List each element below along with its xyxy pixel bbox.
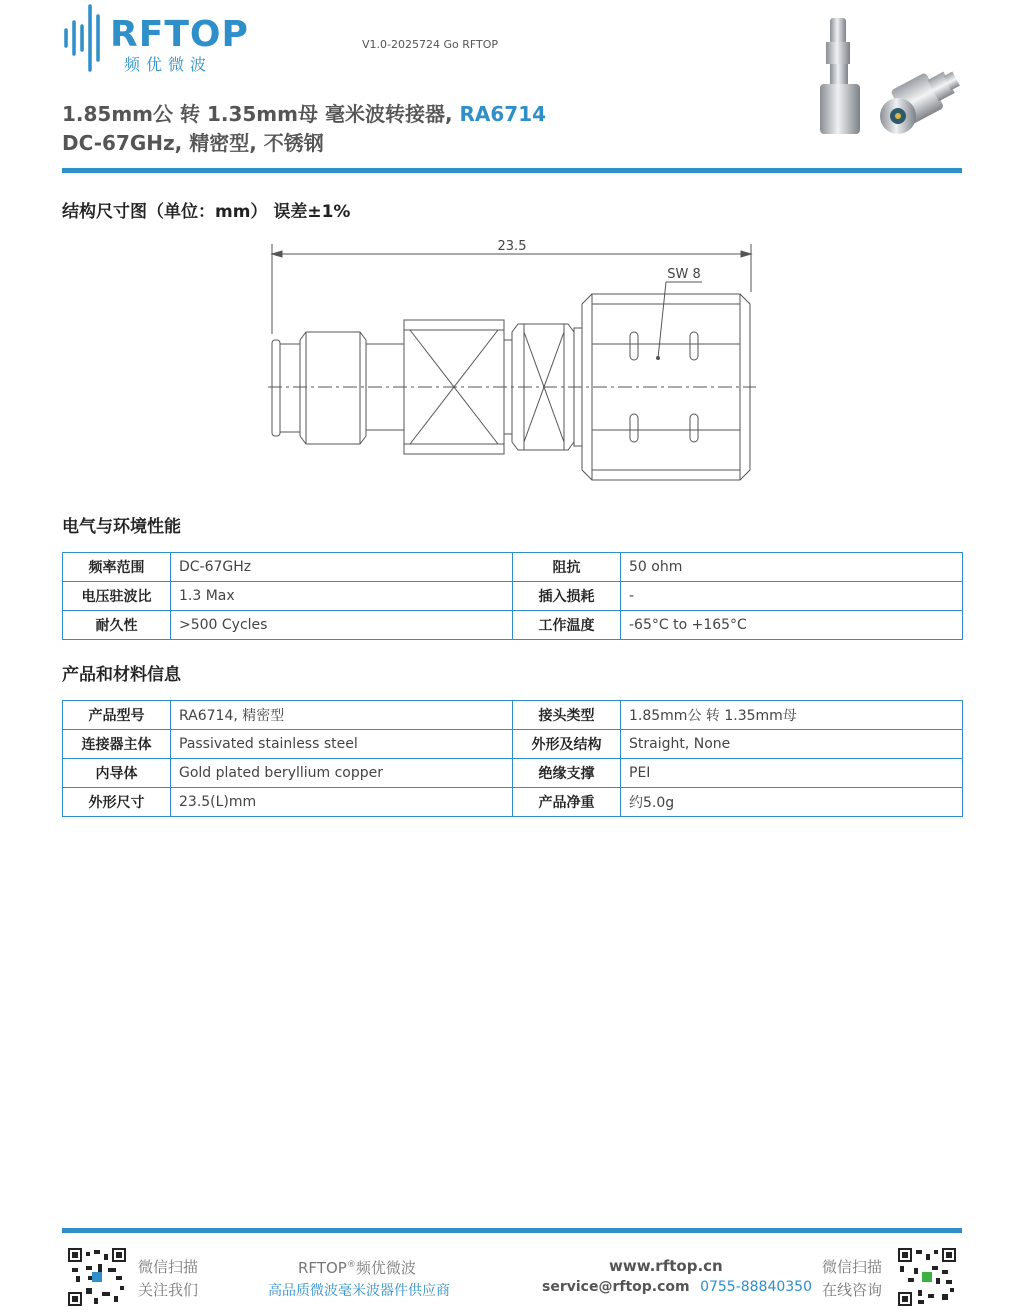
spec-label: 耐久性 [63, 611, 171, 640]
table-row [63, 759, 963, 788]
logo-subtitle: 频优微波 [124, 55, 213, 74]
spec-label: 产品净重 [513, 788, 621, 817]
product-photo [812, 12, 964, 140]
spec-label: 阻抗 [513, 553, 621, 582]
table-row [63, 730, 963, 759]
spec-label: 电压驻波比 [63, 582, 171, 611]
footer-follow-us: 关注我们 [138, 1281, 199, 1299]
table-row [63, 582, 963, 611]
material-heading: 产品和材料信息 [62, 665, 181, 685]
spec-value: 1.3 Max [171, 582, 513, 611]
spec-value: 约5.0g [621, 788, 963, 817]
spec-label: 外形及结构 [513, 730, 621, 759]
dimension-drawing [262, 232, 762, 488]
model-number: RA6714 [459, 102, 547, 126]
footer-wechat-scan-2: 微信扫描 [822, 1258, 883, 1276]
spec-label: 接头类型 [513, 701, 621, 730]
footer-wechat-scan-1: 微信扫描 [138, 1258, 199, 1276]
footer-divider [62, 1228, 962, 1233]
spec-value: Passivated stainless steel [171, 730, 513, 759]
spec-label: 绝缘支撑 [513, 759, 621, 788]
spec-label: 内导体 [63, 759, 171, 788]
wechat-consult-qr[interactable] [898, 1248, 956, 1306]
length-dimension-label: 23.5 [497, 239, 527, 254]
spec-value: 1.85mm公 转 1.35mm母 [621, 701, 963, 730]
spec-value: Gold plated beryllium copper [171, 759, 513, 788]
footer-website[interactable]: www.rftop.cn [609, 1257, 723, 1275]
spec-label: 工作温度 [513, 611, 621, 640]
spec-value: DC-67GHz [171, 553, 513, 582]
product-subtitle: DC-67GHz, 精密型, 不锈钢 [62, 131, 324, 155]
footer-online-consult: 在线咨询 [822, 1281, 883, 1299]
spec-label: 频率范围 [63, 553, 171, 582]
spec-value: RA6714, 精密型 [171, 701, 513, 730]
footer-email[interactable]: service@rftop.com [542, 1279, 690, 1295]
spec-value: - [621, 582, 963, 611]
wechat-follow-qr[interactable] [68, 1248, 126, 1306]
spec-label: 产品型号 [63, 701, 171, 730]
spec-value: >500 Cycles [171, 611, 513, 640]
version-label: V1.0-2025724 Go RFTOP [362, 38, 499, 51]
header-divider [62, 168, 962, 173]
product-title: 1.85mm公 转 1.35mm母 毫米波转接器, RA6714 [62, 102, 547, 126]
spec-label: 外形尺寸 [63, 788, 171, 817]
logo-text: RFTOP [110, 14, 249, 55]
table-row [63, 701, 963, 730]
table-row [63, 611, 963, 640]
footer-phone[interactable]: 0755-88840350 [700, 1279, 813, 1295]
table-row [63, 553, 963, 582]
electrical-table [62, 552, 963, 640]
spec-value: 50 ohm [621, 553, 963, 582]
table-row [63, 788, 963, 817]
spec-value: Straight, None [621, 730, 963, 759]
footer-contact [542, 1279, 812, 1295]
material-table [62, 700, 963, 817]
drawing-heading: 结构尺寸图（单位：mm） 误差±1% [62, 202, 351, 222]
spec-label: 连接器主体 [63, 730, 171, 759]
footer-brand: RFTOP®频优微波 [298, 1259, 416, 1277]
spec-value: -65°C to +165°C [621, 611, 963, 640]
spec-value: 23.5(L)mm [171, 788, 513, 817]
footer-slogan: 高品质微波毫米波器件供应商 [268, 1283, 450, 1299]
electrical-heading: 电气与环境性能 [62, 517, 181, 537]
hex-size-label: SW 8 [667, 267, 701, 282]
spec-label: 插入损耗 [513, 582, 621, 611]
spec-value: PEI [621, 759, 963, 788]
